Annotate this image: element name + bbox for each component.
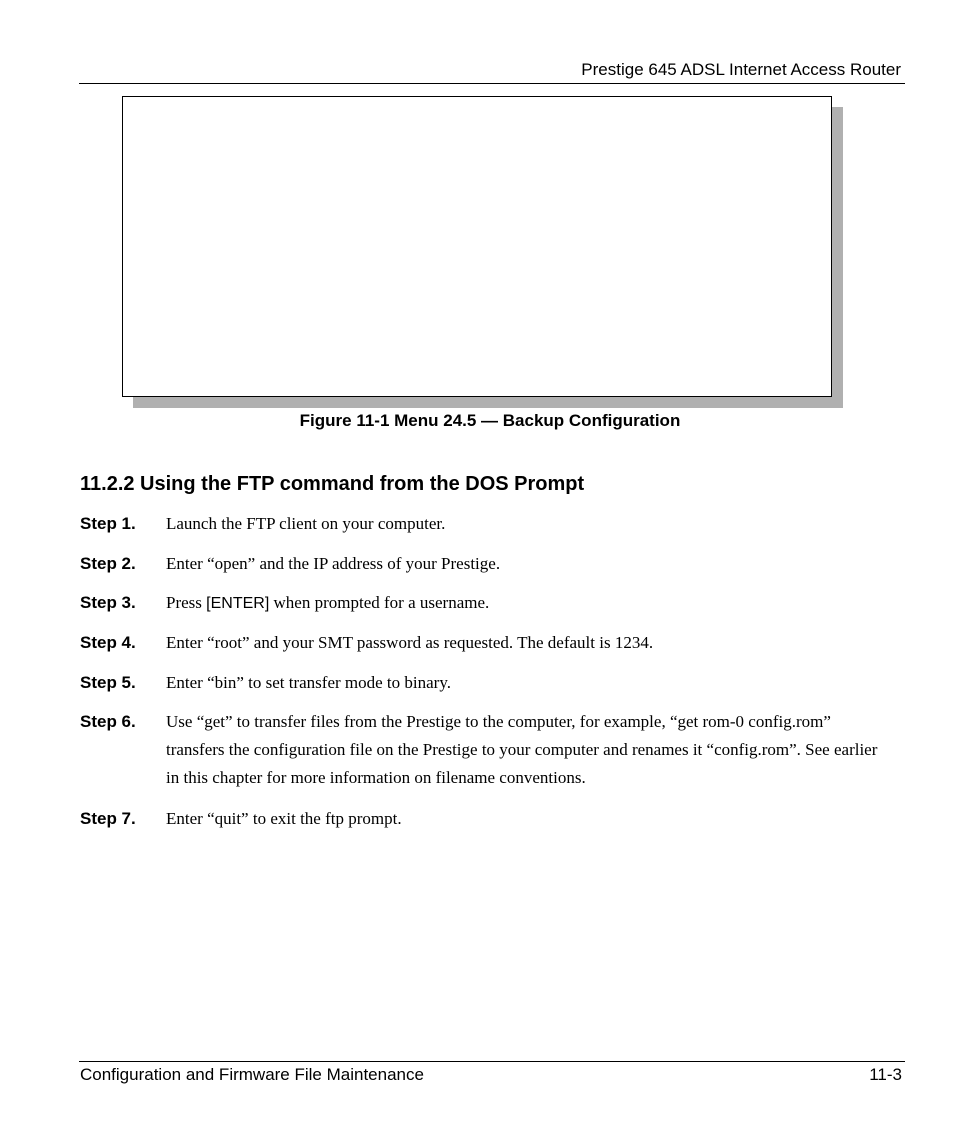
step-text: Enter “quit” to exit the ftp prompt. xyxy=(166,809,402,828)
step-text: Enter “open” and the IP address of your Prestige. xyxy=(166,554,501,573)
figure-frame xyxy=(122,96,832,397)
step-label: Step 6. xyxy=(80,712,136,731)
step-label: Step 4. xyxy=(80,633,136,652)
footer-divider xyxy=(79,1061,905,1062)
footer-chapter-title: Configuration and Firmware File Maintenance xyxy=(80,1065,424,1084)
step-text-after: when prompted for a username. xyxy=(269,593,490,612)
footer-page-number: 11-3 xyxy=(869,1065,902,1084)
step-text: Launch the FTP client on your computer. xyxy=(166,514,446,533)
step-label: Step 2. xyxy=(80,554,136,573)
step-label: Step 5. xyxy=(80,673,136,692)
enter-key-label: [ENTER] xyxy=(206,595,270,612)
step-text-before: Press xyxy=(166,593,207,612)
figure-caption: Figure 11-1 Menu 24.5 — Backup Configuration xyxy=(299,411,681,430)
step-label: Step 7. xyxy=(80,809,136,828)
step-text: Enter “bin” to set transfer mode to binary. xyxy=(166,673,451,692)
page-header-title: Prestige 645 ADSL Internet Access Router xyxy=(581,60,901,79)
step-text: Use “get” to transfer files from the Prestige to the computer, for example, “get rom-0 config.rom” transfers the configuration file on the Prestige to your computer and renames it “config.rom”. See earlier in this chapter for more information on filename conventions. xyxy=(166,712,878,787)
step-label: Step 3. xyxy=(80,593,136,612)
header-divider xyxy=(79,83,905,84)
step-text: Enter “root” and your SMT password as requested. The default is 1234. xyxy=(166,633,654,652)
section-heading: 11.2.2 Using the FTP command from the DOS Prompt xyxy=(80,473,585,495)
step-label: Step 1. xyxy=(80,514,136,533)
step-text xyxy=(166,589,880,618)
